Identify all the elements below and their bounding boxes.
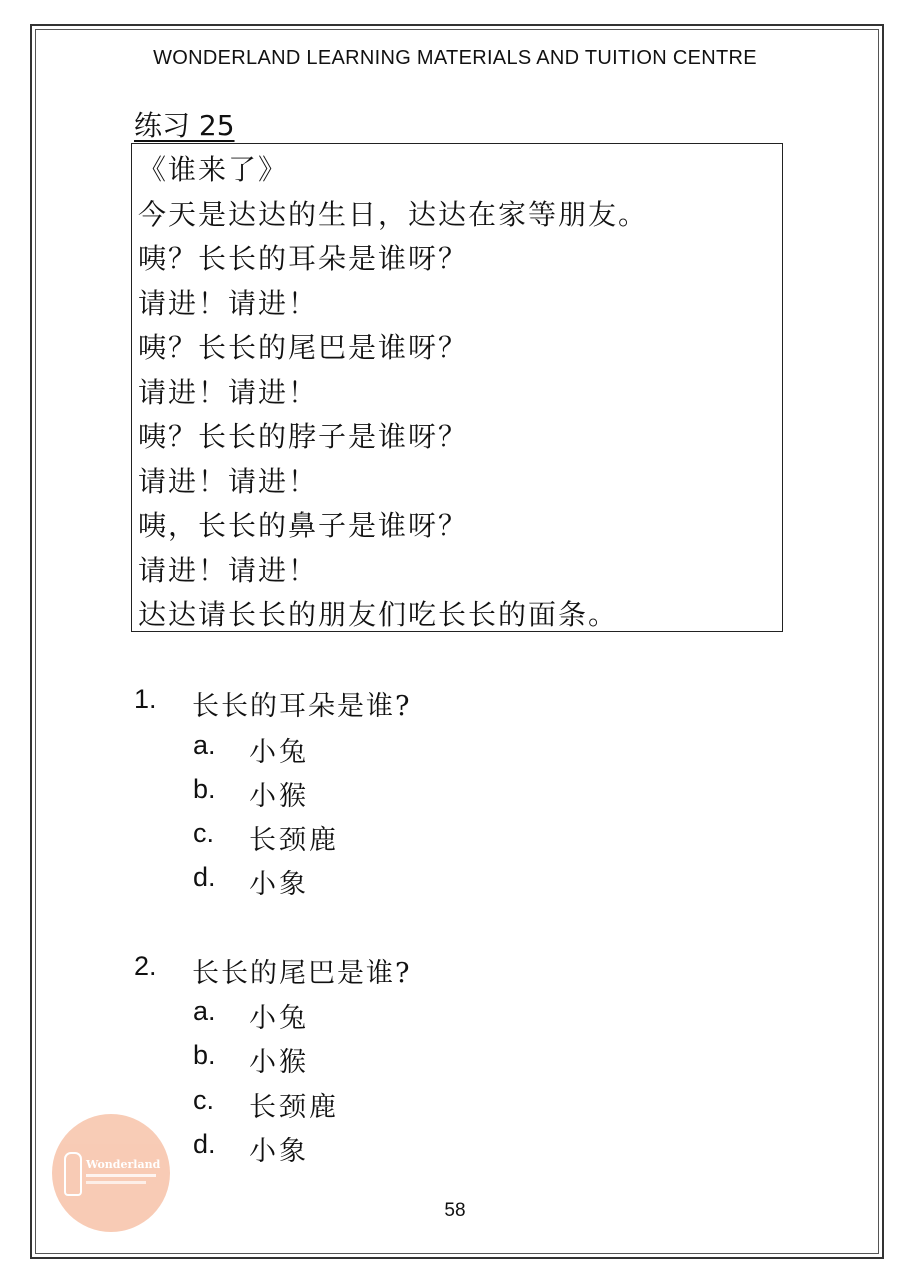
logo-text: Wonderland [86,1158,161,1171]
question-text: 长长的尾巴是谁? [192,958,412,989]
question-number: 1. [134,684,157,714]
story-line: 请进！请进！ [138,286,319,320]
option-letter: d. [193,1129,216,1159]
question-1-option-a[interactable] [193,730,309,769]
logo-figure-icon [64,1152,82,1196]
exercise-title: 练习 25 [134,109,235,142]
option-letter: a. [193,996,216,1026]
option-letter: d. [193,862,216,892]
logo-subline [86,1181,146,1184]
story-line: 今天是达达的生日，达达在家等朋友。 [138,197,649,231]
story-line: 达达请长长的朋友们吃长长的面条。 [138,598,619,631]
story-box [131,143,783,632]
option-text: 长颈鹿 [249,825,339,856]
option-text: 小猴 [249,781,309,812]
question-2-option-d[interactable] [193,1129,309,1168]
question-1-option-d[interactable] [193,862,309,901]
question-1-option-b[interactable] [193,774,309,813]
option-letter: c. [193,1085,215,1115]
page-number: 58 [444,1200,466,1221]
option-text: 小猴 [249,1047,309,1078]
option-text: 小象 [249,1136,309,1167]
story-line: 请进！请进！ [138,553,319,587]
question-2 [134,951,411,990]
question-1 [134,684,411,723]
option-letter: a. [193,730,216,760]
question-2-option-a[interactable] [193,996,309,1035]
story-line: 请进！请进！ [138,464,319,498]
option-text: 小象 [249,869,309,900]
question-number: 2. [134,951,157,981]
story-title: 《谁来了》 [138,153,289,186]
story-line: 咦，长长的鼻子是谁呀？ [138,509,469,542]
question-2-option-b[interactable] [193,1040,309,1079]
story-line: 请进！请进！ [138,375,319,409]
question-text: 长长的耳朵是谁? [192,691,412,722]
logo-subline [86,1174,156,1177]
story-line: 咦？长长的耳朵是谁呀？ [138,242,469,275]
option-text: 小兔 [249,737,309,768]
option-text: 长颈鹿 [249,1092,339,1123]
option-letter: c. [193,818,215,848]
question-1-option-c[interactable] [193,818,339,857]
story-line: 咦？长长的尾巴是谁呀？ [138,331,469,364]
story-line: 咦？长长的脖子是谁呀？ [138,420,469,453]
centre-header: WONDERLAND LEARNING MATERIALS AND TUITION CENTRE [153,47,757,69]
option-letter: b. [193,1040,216,1070]
option-letter: b. [193,774,216,804]
question-2-option-c[interactable] [193,1085,339,1124]
option-text: 小兔 [249,1003,309,1034]
